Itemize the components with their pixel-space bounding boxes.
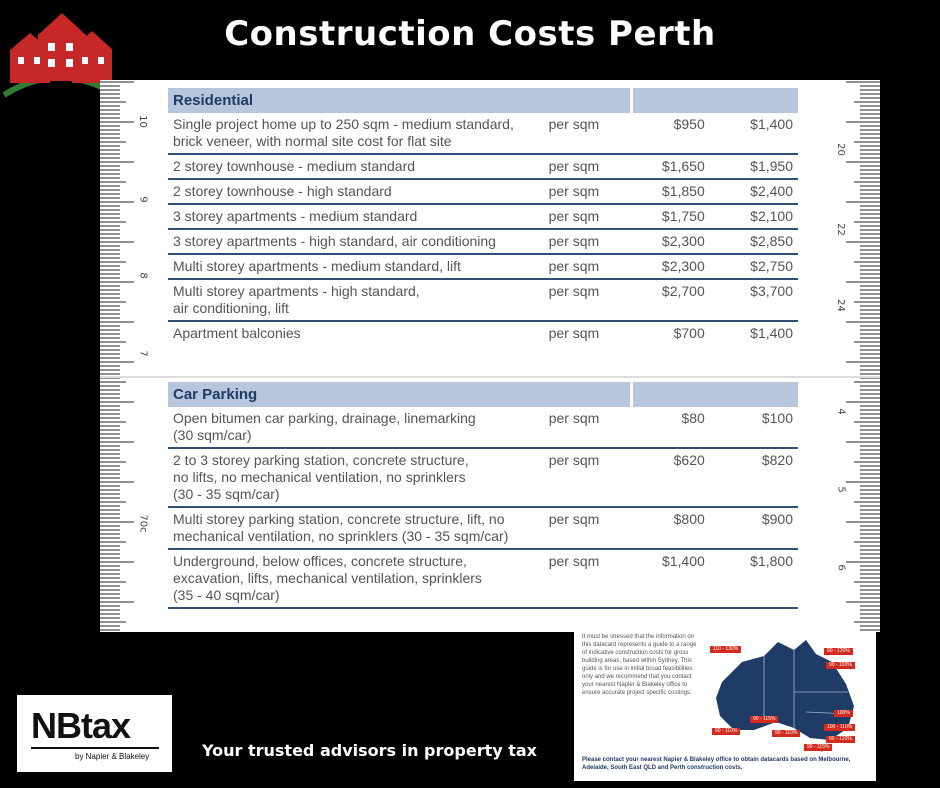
row-high-cost: $820 [710, 448, 798, 507]
header-spacer [631, 88, 798, 113]
tagline: Your trusted advisors in property tax [202, 741, 537, 760]
row-high-cost: $1,950 [710, 154, 798, 179]
row-high-cost: $900 [710, 507, 798, 549]
car-parking-table [168, 382, 798, 609]
row-low-cost: $1,750 [631, 204, 710, 229]
map-label: 100 - 110% [824, 724, 855, 731]
ruler-number: 24 [834, 299, 846, 312]
page-title: Construction Costs Perth [224, 14, 716, 54]
ruler-number: 7 [137, 350, 149, 357]
row-description: Single project home up to 250 sqm - medium standard, brick veneer, with normal site cost for flat site [168, 113, 544, 154]
table-row [168, 229, 798, 254]
table-row [168, 204, 798, 229]
row-low-cost: $1,400 [631, 549, 710, 608]
row-unit: per sqm [544, 448, 631, 507]
row-low-cost: $800 [631, 507, 710, 549]
header-spacer [631, 382, 798, 407]
row-high-cost: $2,850 [710, 229, 798, 254]
table-row [168, 113, 798, 154]
row-description: 2 storey townhouse - high standard [168, 179, 544, 204]
row-low-cost: $2,300 [631, 254, 710, 279]
row-description: Multi storey apartments - high standard, air conditioning, lift [168, 279, 544, 321]
row-low-cost: $620 [631, 448, 710, 507]
scan-seam [100, 376, 880, 378]
brand-underline [31, 747, 159, 749]
row-high-cost: $3,700 [710, 279, 798, 321]
row-description: Multi storey parking station, concrete structure, lift, no mechanical ventilation, no sprinklers (30 - 35 sqm/car) [168, 507, 544, 549]
row-description: Open bitumen car parking, drainage, linemarking (30 sqm/car) [168, 407, 544, 448]
row-description: Underground, below offices, concrete structure, excavation, lifts, mechanical ventilation, sprinklers (35 - 40 sqm/car) [168, 549, 544, 608]
row-high-cost: $1,800 [710, 549, 798, 608]
row-low-cost: $1,850 [631, 179, 710, 204]
row-description: 2 to 3 storey parking station, concrete structure, no lifts, no mechanical ventilation, no sprinklers (30 - 35 sqm/car) [168, 448, 544, 507]
row-unit: per sqm [544, 154, 631, 179]
map-label: 90 - 120% [824, 648, 853, 655]
table-row [168, 321, 798, 345]
map-label: 90 - 115% [750, 716, 778, 723]
datacard-disclaimer: It must be stressed that the information on this datacard represents a guide to a range of indicative construction costs for gross building areas, based within Sydney. This guide is for use in initial broad feasibilities only and we recommend that you contact your nearest Napier & Blakeley office to ensure accurate project specific costings. [582, 634, 697, 696]
table-row [168, 154, 798, 179]
row-unit: per sqm [544, 229, 631, 254]
row-high-cost: $1,400 [710, 113, 798, 154]
row-low-cost: $700 [673, 325, 705, 341]
row-low-cost: $80 [631, 407, 710, 448]
row-low-cost: $1,650 [631, 154, 710, 179]
ruler-number: 5 [835, 486, 847, 493]
row-high-cost: $2,100 [710, 204, 798, 229]
ruler-number: 4 [835, 408, 847, 415]
datacard-footer: Please contact your nearest Napier & Blakeley office to obtain datacards based on Melbourne, Adelaide, South East QLD and Perth construction costs. [582, 757, 851, 771]
ruler-number: 22 [834, 223, 846, 236]
row-description: 2 storey townhouse - medium standard [168, 154, 544, 179]
ruler-number: 8 [137, 272, 149, 279]
ruler-number: 10 [136, 115, 148, 128]
row-description: 3 storey apartments - high standard, air conditioning [168, 229, 544, 254]
ruler-right [820, 80, 880, 632]
table-row [168, 254, 798, 279]
table-row [168, 279, 798, 321]
row-high-cost: $1,400 [750, 325, 793, 341]
table-row [168, 179, 798, 204]
cost-table-sheet [100, 80, 880, 632]
ruler-left [100, 80, 160, 632]
row-description: Apartment balconies [173, 325, 301, 341]
ruler-number: 20 [834, 143, 846, 156]
nbtax-logo [17, 695, 172, 772]
table-row [168, 549, 798, 608]
row-unit: per sqm [544, 204, 631, 229]
table-row [168, 448, 798, 507]
brand-subtitle: by Napier & Blakeley [75, 752, 150, 761]
row-low-cost: $2,700 [631, 279, 710, 321]
row-unit: per sqm [544, 407, 631, 448]
row-unit: per sqm [544, 254, 631, 279]
row-unit: per sqm [548, 325, 600, 341]
table-row [168, 407, 798, 448]
map-label: 90 - 120% [826, 736, 855, 743]
row-description: Multi storey apartments - medium standard, lift [168, 254, 544, 279]
datacard-excerpt [574, 632, 876, 781]
row-unit: per sqm [544, 507, 631, 549]
section-heading: Car Parking [168, 382, 631, 407]
map-label: 110 - 130% [710, 646, 741, 653]
ruler-number: 9 [137, 196, 149, 203]
row-description: 3 storey apartments - medium standard [168, 204, 544, 229]
row-low-cost: $2,300 [631, 229, 710, 254]
row-unit: per sqm [544, 279, 631, 321]
section-heading: Residential [168, 88, 631, 113]
map-label: 100% [834, 710, 853, 717]
residential-table [168, 88, 798, 345]
map-label: 90 - 110% [772, 730, 800, 737]
row-unit: per sqm [544, 113, 631, 154]
map-label: 90 - 110% [712, 728, 740, 735]
table-header-row [168, 88, 798, 113]
map-label: 90 - 100% [826, 662, 855, 669]
table-header-row [168, 382, 798, 407]
ruler-number: 70c [137, 514, 149, 533]
row-unit: per sqm [544, 549, 631, 608]
row-low-cost: $950 [631, 113, 710, 154]
row-high-cost: $2,400 [710, 179, 798, 204]
row-high-cost: $100 [710, 407, 798, 448]
table-row [168, 507, 798, 549]
row-unit: per sqm [544, 179, 631, 204]
brand-name: NBtax [31, 705, 131, 746]
ruler-number: 6 [835, 564, 847, 571]
row-high-cost: $2,750 [710, 254, 798, 279]
map-label: 90 - 115% [804, 744, 832, 751]
